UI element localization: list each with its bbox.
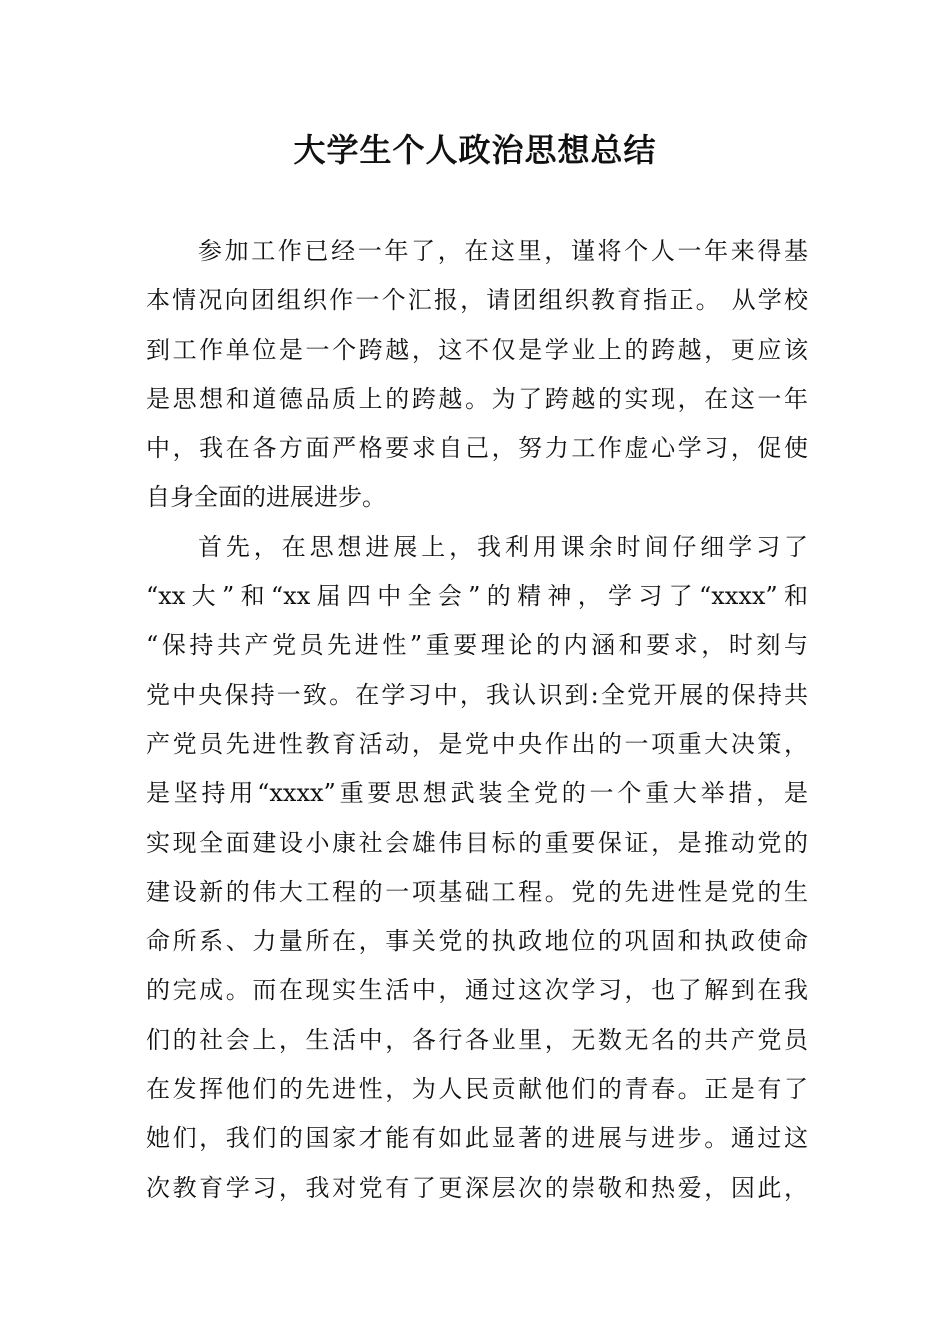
paragraph-line: 中，我在各方面严格要求自己，努力工作虚心学习，促使 xyxy=(146,434,808,463)
paragraph-2 xyxy=(146,523,808,1213)
paragraph-line: “保持共产党员先进性”重要理论的内涵和要求，时刻与 xyxy=(146,631,808,660)
paragraph-line: 建设新的伟大工程的一项基础工程。党的先进性是党的生 xyxy=(146,877,808,906)
paragraph-line: 命所系、力量所在，事关党的执政地位的巩固和执政使命 xyxy=(146,927,808,956)
paragraph-line: 的完成。而在现实生活中，通过这次学习，也了解到在我 xyxy=(146,976,808,1005)
paragraph-line: 党中央保持一致。在学习中，我认识到:全党开展的保持共 xyxy=(146,680,808,709)
paragraph-line: 是坚持用“xxxx”重要思想武装全党的一个重大举措，是 xyxy=(146,779,808,808)
paragraph-line: 产党员先进性教育活动，是党中央作出的一项重大决策， xyxy=(146,729,808,758)
paragraph-line: 本情况向团组织作一个汇报，请团组织教育指正。 从学校 xyxy=(146,286,808,315)
document-body xyxy=(146,227,808,1213)
paragraph-line: “xx大”和“xx届四中全会”的精神，学习了“xxxx”和 xyxy=(146,582,808,611)
document-title: 大学生个人政治思想总结 xyxy=(293,131,657,169)
paragraph-line: 在发挥他们的先进性，为人民贡献他们的青春。正是有了 xyxy=(146,1075,808,1104)
paragraph-1 xyxy=(146,227,808,523)
paragraph-line: 参加工作已经一年了，在这里，谨将个人一年来得基 xyxy=(198,237,808,265)
paragraph-line: 到工作单位是一个跨越，这不仅是学业上的跨越，更应该 xyxy=(146,335,808,364)
paragraph-line: 们的社会上，生活中，各行各业里，无数无名的共产党员 xyxy=(146,1025,808,1054)
paragraph-line: 自身全面的进展进步。 xyxy=(146,483,386,512)
paragraph-line: 实现全面建设小康社会雄伟目标的重要保证，是推动党的 xyxy=(146,828,808,857)
paragraph-line: 首先，在思想进展上，我利用课余时间仔细学习了 xyxy=(198,532,808,561)
paragraph-line: 次教育学习，我对党有了更深层次的崇敬和热爱，因此， xyxy=(146,1173,808,1202)
paragraph-line: 是思想和道德品质上的跨越。为了跨越的实现，在这一年 xyxy=(146,384,808,413)
paragraph-line: 她们，我们的国家才能有如此显著的进展与进步。通过这 xyxy=(146,1124,808,1153)
